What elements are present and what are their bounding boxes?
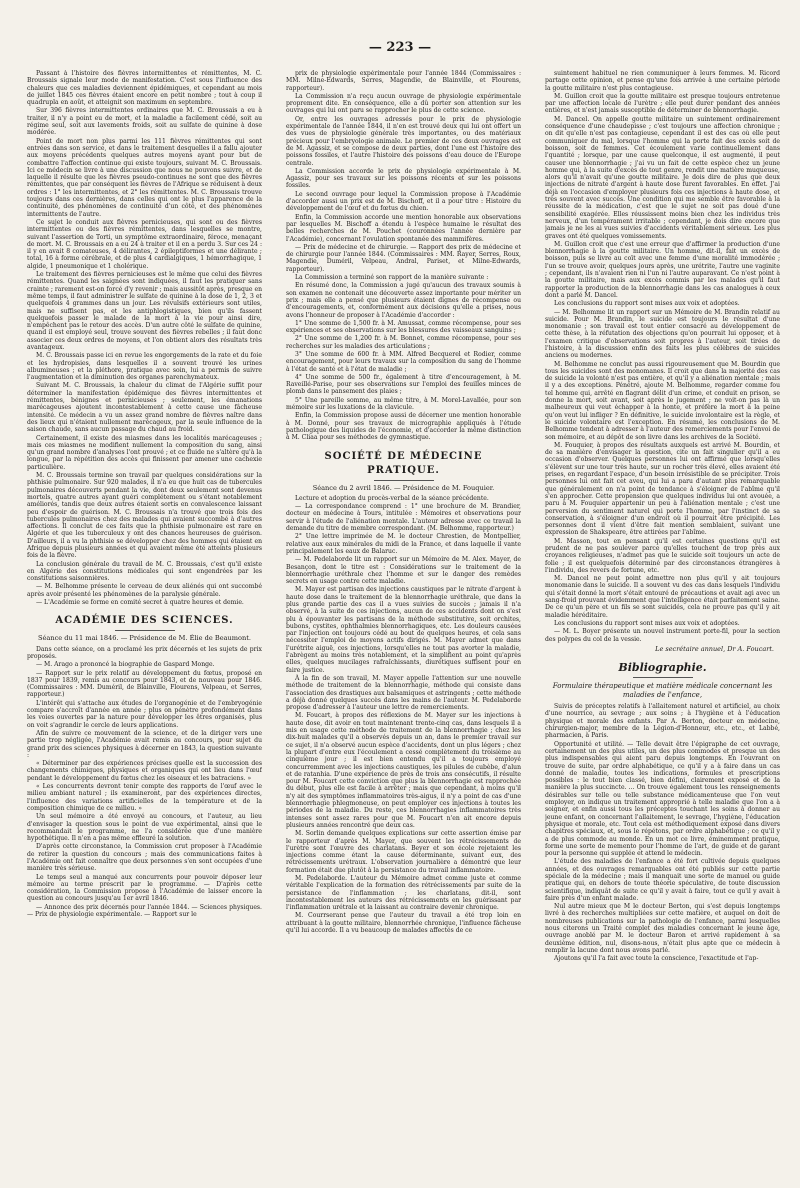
paragraph: Or, entre les ouvrages adressés pour le prix de physiologie expérimentale de l'année 1844, il n'en est trouvé deux qui lui ont offert un des vues de physiologie générale très importantes, ou des matériaux précieux pour l'embryologie animale. Le premier de ces deux ouvrages est de M. Agassiz, et se compose de deux parties, dont l'une est l'histoire des poissons fossiles, et l'autre l'histoire des poissons d'eau douce de l'Europe centrale. [286,115,521,167]
paragraph: M. Courrserant pense que l'auteur du travail a été trop loin en attribuant à la goutte militaire, blennorrhée chronique, l'influence fâcheuse qu'il lui accorde. Il a vu beaucoup de malades affectés de ce [286,912,521,935]
paragraph: « Les concurrents devront tenir compte des rapports de l'œuf avec le milieu ambiant naturel ; ils examineront, par des expériences directes, l'influence des variations artificielles de la température et de la composition chimique de ce milieu. » [27,783,262,812]
column-middle [286,70,521,1175]
paragraph: Sur 396 fièvres intermittentes ordinaires que M. C. Broussais a eu à traiter, il n'y a point eu de mort, et la maladie a facilement cédé, soit au régime seul, soit aux lavements froids, soit au sulfate de quinine à dose modérée. [27,107,262,137]
paragraph: Enfin, la Commission accorde une mention honorable aux observations par lesquelles M. Bischoff a étendu à l'espèce humaine le résultat des belles recherches de M. Pouchet (couronnées l'année dernière par l'Académie), concernant l'ovulation spontanée des mammifères. [286,213,521,243]
paragraph: — Rapport sur le prix relatif au développement du fœtus, proposé en 1837 pour 1839, remis au concours pour 1843, et de nouveau pour 1846. (Commissaires : MM. Duméril, de Blainville, Flourens, Velpeau, et Serres, rapporteur.) [27,669,262,699]
paragraph: — La correspondance comprend : 1° une brochure de M. Brandier, docteur en médecine à Tours, intitulée : Mémoires et observations pour servir à l'étude de l'aliénation mentale. L'auteur adresse avec ce travail la demande du titre de membre correspondant. (M. Belhomme, rapporteur.) [286,503,521,533]
paragraph: M. Foucart, à propos des réflexions de M. Mayer sur les injections à haute dose, dit avoir en tout maintenant trente-cinq cas, dans lesquels il a mis en usage cette méthode de traitement de la blennorrhagie ; chez les dix-huit malades qu'il a observés depuis un an, dans le premier travail sur ce sujet, il n'a observé aucun espèce d'accidents, dont un plus légers ; chez la plupart d'entre eux l'écoulement a cessé complètement du troisième au cinquième jour ; il est bien entendu qu'il a toujours employé concurremment avec les injections caustiques, les pilules de cubèbe, d'alun et de ratanhia. D'une expérience de près de trois ans consécutifs, il résulte pour M. Foucart cette conviction que plus la blennorrhagie est rapprochée du début, plus elle est facile à arrêter ; mais que cependant, à moins qu'il n'y ait des symptômes inflammatoires très-aigus, il n'y a point de cas d'une blennorrhagie phlegmoneuse, on peut employer ces injections à toutes les périodes de la maladie. Du reste, ces blennorrhagies inflammatoires très intenses sont assez rares pour que M. Foucart n'en ait encore depuis plusieurs années rencontré que deux cas. [286,712,521,829]
paragraph: Ajoutons qu'il l'a fait avec toute la conscience, l'exactitude et l'ap- [554,955,759,963]
paragraph-group-prizes [286,70,521,442]
paragraph: Le temps seul a manqué aux concurrents pour pouvoir déposer leur mémoire au terme prescrit par le programme. — D'après cette considération, la Commission propose à l'Académie de laisser encore la question au concours jusqu'au 1er avril 1846. [27,873,262,903]
paragraph: Opportunité et utilité. — Telle devait être l'épigraphe de cet ouvrage, certainement un des plus utiles, un des plus commodes et presque un des plus indispensables qui aient paru depuis longtemps. En l'ouvrant on trouve de suite, par ordre alphabétique, ce qu'il y a à faire dans un cas donné de maladie, toutes les indications, formules et prescriptions possibles : le tout bien classé, bien défini, clairement exposé et de la manière la plus succincte. ... On trouve également tous les renseignements désirables sur telle ou telle substance médicamenteuse que l'on veut employer, on indique un traitement approprié à telle maladie que l'on a à soigner, et enfin aussi tous les préceptes touchant les soins à donner au jeune enfant, on concernant l'allaitement, le sevrage, l'hygiène, l'éducation physique et morale, etc. Tout cela est méthodiquement exposé dans divers chapitres spéciaux, et, sous le répétons, par ordre alphabétique ; ce qu'il y a de plus commode au monde. En un mot ce livre, éminemment pratique, forme une sorte de memento pour l'homme de l'art, de guide et de garant pour la personne qui supplée et attend le médecin. [545,740,780,858]
paragraph: « Déterminer par des expériences précises quelle est la succession des changements chimiques, physiques et organiques qui ont lieu dans l'œuf pendant le développement du fœtus chez les oiseaux et les batraciens. » [27,760,262,782]
paragraph: — Prix de médecine et de chirurgie. — Rapport des prix de médecine et de chirurgie pour l'année 1844. (Commissaires : MM. Rayer, Serres, Roux, Magendie, Duméril, Velpeau, Andral, Pariset, et Milne-Edwards, rapporteur). [286,243,521,273]
seance-line-academy: Séance du 11 mai 1846. — Présidence de M. Élie de Beaumont. [38,634,251,643]
paragraph: 1° Une somme de 1,500 fr. à M. Amussat, comme récompense, pour ses expériences et ses observations sur les blessures des vaisseaux sanguins ; [286,319,521,335]
seance-line-society: Séance du 2 avril 1846. — Présidence de M. Fouquier. [312,483,495,492]
column-left [27,70,262,1175]
paragraph: La Commission a terminé son rapport de la manière suivante : [295,274,489,282]
paragraph: Un seul mémoire a été envoyé au concours, et l'auteur, au lieu d'envisager la question sous le point de vue expérimental, ainsi que le recommandait le programme, ne l'a considérée que d'une manière hypothétique. Il n'en a pas même effleuré la solution. [27,813,262,843]
paragraph: L'intérêt qui s'attache aux études de l'organogénie et de l'embryogénie compare s'accroît d'année en année ; plus on pénètre profondément dans les voies ouvertes par la nature pour développer les êtres organisés, plus on voit s'agrandir le cercle de leurs applications. [27,699,262,729]
page-number: — 223 — [368,40,432,55]
column-right [545,70,780,1175]
paragraph: Enfin, la Commission propose aussi de décerner une mention honorable à M. Donné, pour ses travaux de micrographie appliqués à l'étude pathologique des liquides de l'économie, et d'accorder la même distinction à M. Cliaa pour ses méthodes de gymnastique. [286,412,521,442]
paragraph: M. Dancel. On appelle goutte militaire un suintement ordinairement conséquence d'une chaudepisse ; c'est toujours une affection chronique ; on dit qu'elle n'est pas contagieuse, cependant il est des cas où elle peut communiquer du mal, lorsque l'homme qui la porte fait des excès soit de boisson, soit de femmes. Cet écoulement varie continuellement dans l'quantité ; lorsque, par une cause quelconque, il est augmenté, il peut causer une blennorrhagie ; j'ai vu un fait de cette espèce chez un jeune homme qui, à la suite d'excès de tout genre, rendit une matière muqueuse, alors qu'il n'avait qu'une goutte militaire. Je dois dire de plus que deux injections de nitrate d'argent à haute dose furent favorables. En effet. J'ai déjà en l'occasion d'employer plusieurs fois ces injections à haute dose, et très souvent avec succès. Une condition qui me semble être favorable à la réussite de la médication, c'est que le sujet ne soit pas doué d'une sensibilité exagérée. Elles réussissent moins bien chez les individus très nerveux, d'un tempérament irritable ; cependant, je dois dire encore que jamais je ne les ai vues suivies d'accidents véritablement sérieux. Les plus graves ont été quelques vomissements. [545,115,780,240]
paragraph: — Annonce des prix décernés pour l'année 1844. — Sciences physiques. — Prix de physiologie expérimentale. — Rapport sur le [27,903,262,919]
paragraph: Le second ouvrage pour lequel la Commission propose à l'Académie d'accorder aussi un prix est de M. Bischoff, et il a pour titre : Histoire du développement de l'œuf et du fœtus du chien. [286,190,521,213]
paragraph: Passant à l'histoire des fièvres intermittentes et rémittentes, M. C. Broussais signale leur mode de manifestation. C'est sous l'influence des chaleurs que ces maladies deviennent épidémiques, et cependant au mois de juillet 1845 ces fièvres étaient encore en petit nombre ; tout à coup il quadrupla en août, et atteignit son maximum en septembre. [27,70,262,107]
paragraph: M. Dancel ne peut point admettre non plus qu'il y ait toujours monomanie dans le suicide. Il a souvent vu des cas dans lesquels l'individu qui s'était donné la mort s'était entouré de précautions et avait agi avec un sang-froid prouvant évidemment que l'intelligence était parfaitement saine. De ce qu'un père et un fils se sont suicidés, cela ne prouve pas qu'il y ait maladie héréditaire. [545,575,780,619]
paragraph: À la fin de son travail, M. Mayer appelle l'attention sur une nouvelle méthode de traitement de la blennorrhagie, méthode qui consiste dans l'association des drastiques aux balsamiques et astringents ; cette méthode a déjà donné quelques succès dans les mains de l'auteur. M. Pedelaborde propose d'adresser à l'auteur une lettre de remerciements. [286,674,521,712]
paragraph-group-society [286,495,521,935]
paragraph: Afin de suivre ce mouvement de la science, et de la diriger vers une partie trop négligée, l'Académie avait remis au concours, pour sujet du grand prix des sciences physiques à décerner en 1843, la question suivante : [27,729,262,759]
heading-rule [633,677,693,678]
paragraph: En résumé donc, la Commission a jugé qu'aucun des travaux soumis à son examen ne contenait une découverte assez importante pour mériter un prix ; mais elle a pensé que plusieurs étaient dignes de récompense ou d'encouragements, et, conformément aux décisions qu'elle a prises, nous avons l'honneur de proposer à l'Académie d'accorder : [286,282,521,319]
heading-rule [374,480,434,481]
paragraph: prix de physiologie expérimentale pour l'année 1844 (Commissaires : MM. Milne-Edwards, Serres, Magendie, de Blainville, et Flourens, rapporteur). [286,70,521,92]
paragraph: — L'Académie se forme en comité secret à quatre heures et demie. [36,599,244,607]
paragraph: Suivant M. C. Broussais, la chaleur du climat de l'Algérie suffit pour déterminer la manifestation épidémique des fièvres intermittentes et rémittentes, bénignes et pernicieuses ; seulement, les émanations marécageuses ajoutent incontestablement à cette cause une fâcheuse intensité. Ce médecin a vu un assez grand nombre de fièvres naître dans des lieux qui n'étaient nullement marécageux, par la seule influence de la saison chaude, sans aucun passage du chaud au froid. [27,382,262,434]
paragraph: suintement habituel ne rien communiquer à leurs femmes. M. Ricord partage cette opinion, et pense qu'une fois arrivée à une certaine période la goutte militaire n'est plus contagieuse. [545,70,780,92]
secretary-signature: Le secrétaire annuel, Dr A. Foucart. [655,644,774,653]
paragraph: M. Masson, tout en pensant qu'il est certaines questions qu'il est prudent de ne pas soulever parce qu'elles touchent de trop près aux croyances religieuses, n'admet pas que le suicide soit toujours un acte de folie ; il est quelquefois déterminé par des circonstances étrangères à l'individu, des revers de fortune, etc. [545,537,780,574]
paragraph: La Commission accorde le prix de physiologie expérimentale à M. Agassiz, pour ses travaux sur les poissons récents et sur les poissons fossiles. [286,167,521,190]
paragraph: La Commission n'a reçu aucun ouvrage de physiologie expérimentale proprement dite. En conséquence, elle a dû porter son attention sur les ouvrages qui lui ont paru se rapprocher le plus de cette science. [286,92,521,115]
paragraph: L'étude des maladies de l'enfance a été fort cultivée depuis quelques années, et des ouvrages remarquables ont été publiés sur cette partie spéciale de la médecine ; mais il manquait une sorte de manuel ou guide pratique qui, en dehors de toute théorie spéculative, de toute discussion scientifique, indiquât de suite ce qu'il y avait à faire, tout ce qu'il y avait à faire près d'un enfant malade. [545,858,780,902]
paragraph: — M. Pedelaborde lit un rapport sur un Mémoire de M. Alex. Mayer, de Besançon, dont le titre est : Considérations sur le traitement de la blennorrhagie uréthrale chez l'homme et sur le danger des remèdes secrets en usage contre cette maladie. [286,556,521,586]
book-title: Formulaire thérapeutique et matière médicale concernant les maladies de l'enfance, [552,682,773,699]
paragraph: M. Belhomme ne conclut pas aussi rigoureusement que M. Bourdin que tous les suicides sont des monomanes. Il croit que dans la majorité des cas de suicide la volonté n'est pas entière, et qu'il y a aliénation mentale ; mais il y a des exceptions. Pénétré, ajoute M. Belhomme, regarder comme fou tel homme qui, arrêté en flagrant délit d'un crime, et conduit en prison, se donne la mort, soit avant, soit après le jugement ; ne voit-on pas là un malheureux qui veut échapper à la honte, et préfère la mort à la peine qu'on veut lui infliger ? En définitive, le suicide involontaire est la règle, et le suicide volontaire est l'exception. En résumé, les conclusions de M. Belhomme tendent à adresser à l'auteur des remerciements pour l'envoi de son mémoire, et au dépôt de son livre dans les archives de la Société. [545,360,780,441]
section-heading-societe-medecine-pratique: SOCIÉTÉ DE MÉDECINE PRATIQUE. [324,450,483,476]
paragraph: M. Guillon croit que la goutte militaire est presque toujours entretenue par une affection locale de l'urètre ; elle peut durer pendant des années entières, et n'est jamais susceptible de déterminer de blennorrhagie. [545,92,780,115]
paragraph: D'après cette circonstance, la Commission crut proposer à l'Académie de retirer la question du concours ; mais des communications faites à l'Académie ont fait connaître que deux personnes s'en sont occupées d'une manière très sérieuse. [27,843,262,873]
paragraph: — M. L. Boyer présente un nouvel instrument porte-fil, pour la section des polypes du col de la vessie. [545,628,780,643]
paragraph: — M. Arago a prononcé la biographie de Gaspard Monge. [36,661,215,669]
paragraph-group-bibliography [545,703,780,962]
paragraph: Ce sujet le conduit aux fièvres pernicieuses, qui sont ou des fièvres intermittentes ou des fièvres rémittentes, dans lesquelles se montre, suivant l'assertion de Torti, un symptôme extraordinaire, féroce, menaçant de mort. M. C. Broussais en a eu 24 à traiter et il en a perdu 3. Sur ces 24 : il y en avait 8 comateuses, 4 délirantes, 2 épileptiformes et une délirante ; total, 16 à forme cérébrale, et de plus 4 cardialgiques, 1 hémorrhagique, 1 algide, 1 pneumonique et 1 cholérique. [27,218,262,270]
paragraph: Certainement, il existe des miasmes dans les localités marécageuses ; mais ces miasmes ne modifient nullement la composition du sang, ainsi qu'un grand nombre d'analyses l'ont prouvé ; et ce fluide ne s'altère qu'à la longue, par la répétition des accès qui finissent par amener une cachexie particulière. [27,434,262,471]
paragraph: Lecture et adoption du procès-verbal de la séance précédente. [295,494,489,502]
paragraph: 3° Une somme de 600 fr. à MM. Alfred Becquerel et Rodier, comme encouragement, pour leurs travaux sur la composition du sang de l'homme à l'état de santé et à l'état de maladie ; [286,350,521,373]
paragraph: Nul autre mieux que M le docteur Berton, qui s'est depuis longtemps livré à des recherches multipliées sur cette matière, et auquel on doit de nombreuses publications sur la pathologie de l'enfance, parmi lesquelles nous citerons un Traité complet des maladies concernant le jeune âge, ouvrage anoblé par M. le docteur Baron et arrivé rapidement à sa deuxième édition, nul, disons-nous, n'était plus apte que ce médecin à remplir la lacune dont nous avons parlé. [545,903,780,954]
paragraph: 2° Une somme de 1,200 fr. à M. Bonnet, comme récompense, pour ses recherches sur les maladies des articulations ; [286,335,521,350]
paragraph: M. Guillon croit que c'est une erreur que d'affirmer la production d'une blennorrhagie à la goutte militaire. Un homme, dit-il, fait un excès de boisson, puis se livre au coït avec une femme d'une moralité immodérée ; l'un se trouve avoir, quelques jours après, une urétrite, l'autre une vaginite ; cependant, ils n'avaient rien ni l'un ni l'autre auparavant. Ce n'est point à la goutte militaire, mais aux excès commis par les malades qu'il faut rapporter la production de la blennorrhagie dans les cas analogues à ceux dont a parlé M. Dancel. [545,240,780,299]
paragraph-group-academy-medicine [27,70,262,606]
paragraph: M. Fouquier, à propos des résultats auxquels est arrivé M. Bourdin, et de sa manière d'envisager la question, cite un fait singulier qu'il a eu occasion d'observer. Quelques personnes lui ont affirmé que lorsqu'elles s'élèvent sur une tour très haute, sur un rocher très élevé, elles avaient été prises, en regardant l'espace, d'un besoin irrésistible de se précipiter. Trois personnes lui ont fait cet aveu, qui lui a paru d'autant plus remarquable que généralement on n'a point de tendance à s'éloigner de l'abîme qu'il s'en approcher. Cette propension que quelques individus lui ont avouée, a paru à M. Fouquier appartenir un peu à l'aliénation mentale ; c'est une perversion du sentiment naturel qui porte l'homme, par l'instinct de sa conservation, à s'éloigner d'un endroit où il pourrait être précipité. Les personnes dont il vient d'être fait mention semblaient, suivant une expression de Shakspeare, être attirées par l'abîme. [545,441,780,537]
paragraph: 5° Une pareille somme, au même titre, à M. Morel-Lavallée, pour son mémoire sur les luxations de la clavicule. [286,396,521,412]
paragraph: Suivis de préceptes relatifs à l'allaitement naturel et artificiel, au choix d'une nourrice, au sevrage ; aux soins ; à l'hygiène et à l'éducation physique et morale des enfants. Par A. Berton, docteur en médecine, chirurgien-major, membre de la Légion-d'Honneur, etc., etc., et Labbé, pharmacien, à Paris. [545,703,780,740]
paragraph: La conclusion générale du travail de M. C. Broussais, c'est qu'il existe en Algérie des constitutions médicales qui sont engendrées par les constitutions saisonnières. [27,560,262,583]
paragraph: Le traitement des fièvres pernicieuses est le même que celui des fièvres rémittentes. Quand les saignées sont indiquées, il faut les pratiquer sans crainte ; rarement est-on forcé d'y revenir ; mais aussitôt après, presque en même temps, il faut administrer le sulfate de quinine à la dose de 1, 2, 3 et quelquefois 4 grammes dans un jour. Les révulsifs extérieurs sont utiles, mais ne suffisent pas, et les antiphlogistiques, bien qu'ils fassent quelquefois passer le malade de la mort à la vie pour ainsi dire, n'empêchent pas le retour des accès. D'un autre côté le sulfate de quinine, quand il est employé seul, trouve souvent des fièvres rebelles ; il faut donc associer ces deux ordres de moyens, et l'on obtient alors des résultats très avantageux. [27,271,262,351]
paragraph: M. Sorlin demande quelques explications sur cette assertion émise par le rapporteur d'après M. Mayer, que souvent les rétrécissements de l'urètre sont l'œuvre des charlatans. Beyer et son école rejetaient les injections comme étant la cause déterminante, suivant eux, des rétrécissements urétraux. L'observation journalière a démontré que leur formation était due plutôt à la persistance du travail inflammatoire. [286,830,521,874]
section-heading-bibliographie: Bibliographie. [618,661,707,675]
paragraph: 4° Une somme de 500 fr., également à titre d'encouragement, à M. Raveillé-Parise, pour ses observations sur l'emploi des feuilles minces de plomb dans le pansement des plaies ; [286,373,521,396]
paragraph: M. C. Broussais passe ici en revue les engorgements de la rate et du foie et les hydropisies, dans lesquelles il a souvent trouvé les urines albumineuses ; et la pléthore, pratique avec soin, lui a permis de suivre l'augmentation et la diminution des organes parenchymateux. [27,352,262,382]
paragraph-group-discussion [545,70,780,643]
paragraph: Point de mort non plus parmi les 111 fièvres rémittentes qui sont entrées dans son service, et dans le traitement desquelles il a fallu ajouter aux moyens précédents quelques autres moyens ayant pour but de combattre l'affection continue qui existe toujours, suivant M. C. Broussais. Ici ce médecin se livre à une discussion que nous ne pouvons suivre, et de laquelle il résulte que les fièvres pseudo-continues ne sont que des fièvres rémittentes, que par conséquent les fièvres de l'Afrique se réduisent à deux ordres : 1° les intermittentes, et 2° les rémittentes. M. C. Broussais trouve toujours dans ces dernières, dans celles qui ont le plus l'apparence de la continuité, des phénomènes de continuité d'un côté, et des phénomènes intermittents de l'autre. [27,137,262,218]
paragraph: Les conclusions du rapport sont mises aux voix et adoptées. [554,619,740,627]
paragraph: Les conclusions du rapport sont mises aux voix et adoptées. [554,300,740,308]
paragraph: M. Mayer est partisan des injections caustiques par le nitrate d'argent à haute dose dans le traitement de la blennorrhagie uréthrale, que dans la plus grande partie des cas il a vues suivies de succès ; jamais il n'a observé, à la suite de ces injections, aucun de ces accidents dont on s'est plu à épouvanter les partisans de la méthode substitutive, soit orchites, bubons, cystites, ophthalmies blennorrhagiques, etc. Les douleurs causées par l'injection ont toujours cédé au bout de quelques heures, et cela sans nécessiter l'emploi de moyens actifs dirigés. M. Mayer admet que dans l'urétrite aiguë, ces injections, lorsqu'elles ne tout pas avorter la maladie, l'abrègent au moins très notablement, et la simplifient au point qu'après elles, quelques mucilages rafraîchissants, diurétiques suffisent pour en faire justice. [286,586,521,674]
section-heading-academie-des-sciences: ACADÉMIE DES SCIENCES. [55,615,234,627]
paragraph: — M. Belhomme lit un rapport sur un Mémoire de M. Brandin relatif au suicide. Pour M. Brandin, le suicide est toujours le résultat d'une monomanie ; son travail est tout entier consacré au développement de cette thèse, à la réfutation des objections qu'on pourrait lui opposer, et à l'examen critique d'observations soit propres à l'auteur, soit tirées de l'histoire, à la discussion enfin des faits les plus célèbres de suicides anciens ou modernes. [545,308,780,360]
paragraph: M. Pedelaborde. L'auteur du Mémoire admet comme juste et comme véritable l'explication de la formation des rétrécissements par suite de la persistance de l'inflammation ; les charlatans, dit-il, sont incontestablement les auteurs des rétrécissements en les guérissant par l'inflammation urétrale et la laissant au contraire devenir chronique. [286,874,521,912]
paragraph: Dans cette séance, on a proclamé les prix décernés et les sujets de prix proposés. [27,645,262,660]
paragraph: 2° Une lettre imprimée de M. le docteur Chrestien, de Montpellier, relative aux eaux minérales du midi de la France, et dans laquelle il vante principalement les eaux de Balaruc. [286,533,521,555]
paragraph: M. C. Broussais termine son travail par quelques considérations sur la phthisie pulmonaire. Sur 920 malades, il n'a eu que huit cas de tubercules pulmonaires découverts pendant la vie, dont deux seulement sont devenus mortels, quatre autres ayant guéri complétement ou s'étant notablement améliorés, tandis que deux autres étaient sortis en convalescence laissant peu d'espoir de guérison. M. C. Broussais n'a trouvé que trois fois des tubercules pulmonaires chez des malades qui avaient succombé à d'autres affections. Il conclut de ces faits que la phthisie pulmonaire est rare en Algérie et que les tuberculeux y ont des chances heureuses de guérison. D'ailleurs, il a vu la phthisie se développer chez des hommes qui étaient en Afrique depuis plusieurs années et qui avaient même été atteints plusieurs fois de la fièvre. [27,472,262,560]
paragraph: — M. Belhomme présente le cerveau de deux aliénés qui ont succombé après avoir présenté les phénomènes de la paralysie générale. [27,583,262,598]
heading-rule [115,630,175,631]
paragraph-group-academy-sciences [27,646,262,919]
